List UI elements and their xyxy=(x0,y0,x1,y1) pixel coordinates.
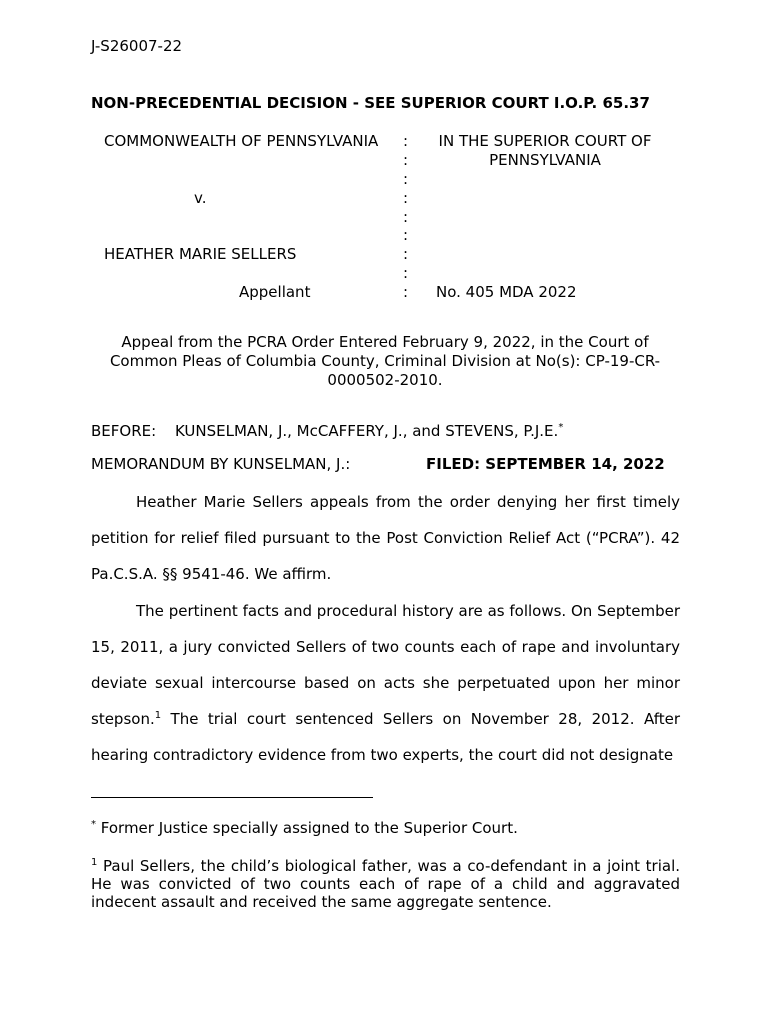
document-number: J-S26007-22 xyxy=(91,37,183,55)
footnote-star-ref: * xyxy=(558,422,564,433)
footnote-star-mark: * xyxy=(91,819,96,830)
caption-colon: : xyxy=(403,208,409,226)
paragraph-2-text-cont: The trial court sentenced Sellers on November 28, 2012. After hearing contradictory evidence from two experts, the court did not designate xyxy=(91,710,680,765)
paragraph-2-text: The pertinent facts and procedural history are as follows. On September 15, 2011, a jury convicted Sellers of two counts each of rape and involuntary deviate sexual intercourse based on acts she perpetuated upon her minor stepson. xyxy=(91,601,680,729)
appeal-info: Appeal from the PCRA Order Entered February 9, 2022, in the Court of Common Pleas of Columbia County, Criminal Division at No(s): CP-19-CR-0000502-2010. xyxy=(109,333,661,389)
filed-date: FILED: SEPTEMBER 14, 2022 xyxy=(426,455,665,473)
memorandum-author: MEMORANDUM BY KUNSELMAN, J.: xyxy=(91,455,351,473)
caption-colon: : xyxy=(403,170,409,188)
footnote-1-mark: 1 xyxy=(91,857,98,868)
defendant-name: HEATHER MARIE SELLERS xyxy=(104,245,297,263)
footnote-divider xyxy=(91,797,373,798)
caption-colon: : xyxy=(403,132,409,150)
caption-colon: : xyxy=(403,189,409,207)
footnote-star xyxy=(91,819,680,837)
caption-colon: : xyxy=(403,283,409,301)
panel-judges xyxy=(175,422,563,440)
caption-colon: : xyxy=(403,264,409,282)
docket-number: No. 405 MDA 2022 xyxy=(436,283,577,301)
caption-colon: : xyxy=(403,151,409,169)
plaintiff-name: COMMONWEALTH OF PENNSYLVANIA xyxy=(104,132,379,150)
footnote-1-text: Paul Sellers, the child’s biological father, was a co-defendant in a joint trial. He was convicted of two counts each of rape of a child and aggravated indecent assault and received the same aggregate sentence. xyxy=(91,857,680,911)
footnote-1 xyxy=(91,857,680,911)
appellant-label: Appellant xyxy=(239,283,311,301)
memorandum-body xyxy=(91,484,680,774)
before-label: BEFORE: xyxy=(91,422,157,440)
caption-colon: : xyxy=(403,226,409,244)
paragraph-2 xyxy=(91,593,680,774)
caption-colon: : xyxy=(403,245,409,263)
panel-judges-text: KUNSELMAN, J., McCAFFERY, J., and STEVENS, P.J.E. xyxy=(175,422,559,440)
paragraph-1: Heather Marie Sellers appeals from the order denying her first timely petition for relief filed pursuant to the Post Conviction Relief Act (“PCRA”). 42 Pa.C.S.A. §§ 9541-46. We affirm. xyxy=(91,493,680,584)
footnote-star-text: Former Justice specially assigned to the Superior Court. xyxy=(96,819,518,837)
footnote-1-ref: 1 xyxy=(154,710,162,722)
court-name: IN THE SUPERIOR COURT OF PENNSYLVANIA xyxy=(438,132,652,169)
versus-label: v. xyxy=(194,189,207,207)
decision-heading: NON-PRECEDENTIAL DECISION - SEE SUPERIOR COURT I.O.P. 65.37 xyxy=(91,94,650,112)
